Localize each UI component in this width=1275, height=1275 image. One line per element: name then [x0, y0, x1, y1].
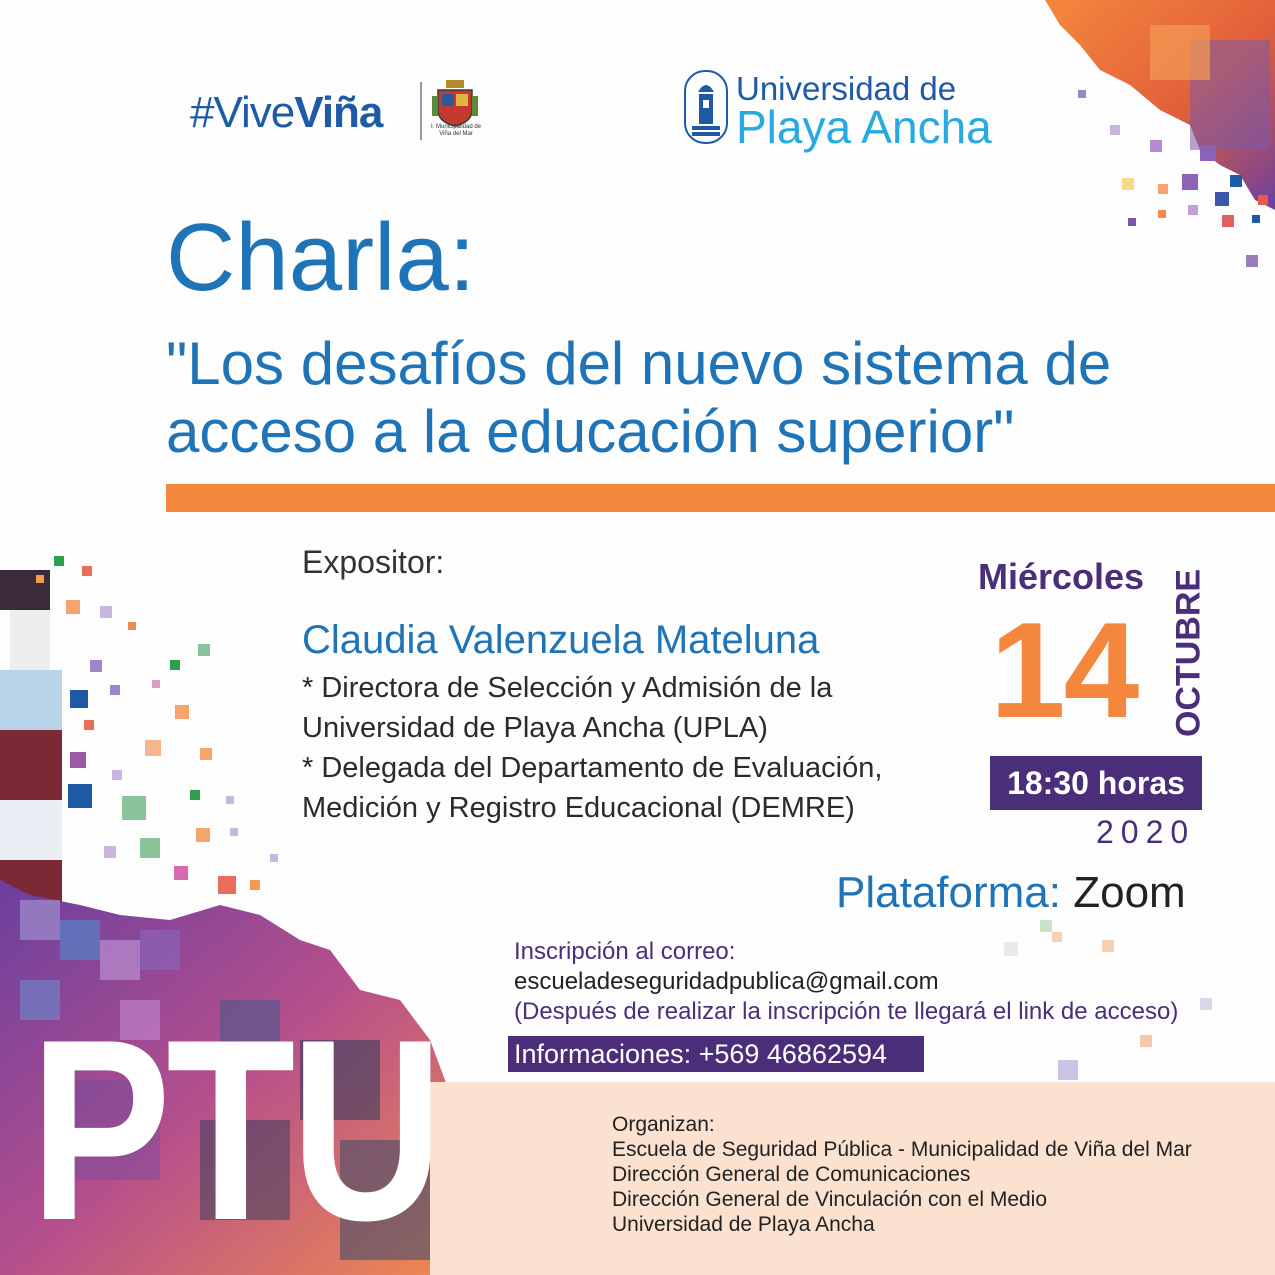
event-time: 18:30 horas: [990, 756, 1202, 810]
speaker-role-line: * Delegada del Departamento de Evaluación,: [302, 752, 883, 784]
speaker-role-line: Universidad de Playa Ancha (UPLA): [302, 712, 768, 744]
organizer-item: Universidad de Playa Ancha: [612, 1213, 875, 1236]
subtitle-line: acceso a la educación superior": [166, 398, 1015, 465]
registration-label: Inscripción al correo:: [514, 938, 736, 965]
hashtag-prefix: #Vive: [190, 88, 295, 137]
organizer-item: Dirección General de Comunicaciones: [612, 1163, 971, 1186]
speaker-role-line: Medición y Registro Educacional (DEMRE): [302, 792, 855, 824]
event-weekday: Miércoles: [978, 556, 1145, 597]
speaker-roles: [302, 668, 882, 828]
logo-divider: [420, 82, 422, 140]
organizer-item: Dirección General de Vinculación con el Medio: [612, 1188, 1048, 1211]
registration-note: (Después de realizar la inscripción te llegará el link de acceso): [514, 998, 1179, 1025]
event-platform: [836, 868, 1186, 918]
event-year: 2020: [1096, 814, 1196, 850]
vive-vina-logo: [190, 88, 382, 138]
title-underline-bar: [166, 484, 1275, 512]
ptu-wordmark: PTU: [30, 985, 439, 1274]
event-day: 14: [990, 594, 1138, 746]
talk-subtitle: [166, 330, 1111, 466]
speaker-name: Claudia Valenzuela Mateluna: [302, 618, 820, 662]
municipality-caption: I. Municipalidad de Viña del Mar: [430, 124, 482, 137]
platform-label: Plataforma:: [836, 868, 1061, 917]
event-month-text: OCTUBRE: [1169, 568, 1208, 738]
university-name-line2: Playa Ancha: [736, 101, 992, 153]
speaker-role-line: * Directora de Selección y Admisión de la: [302, 672, 833, 704]
organizers-label: Organizan:: [612, 1113, 715, 1136]
title-charla: Charla:: [166, 204, 476, 311]
subtitle-line: "Los desafíos del nuevo sistema de: [166, 330, 1112, 397]
speaker-label: Expositor:: [302, 544, 445, 580]
top-right-collage: [1040, 0, 1275, 280]
university-name-line1: Universidad de: [736, 70, 957, 107]
registration-email[interactable]: escueladeseguridadpublica@gmail.com: [514, 968, 939, 995]
upla-lighthouse-icon: [684, 70, 728, 144]
event-month: [1170, 560, 1208, 746]
hashtag-bold: Viña: [294, 88, 383, 137]
info-phone: Informaciones: +569 46862594: [508, 1036, 924, 1072]
organizer-item: Escuela de Seguridad Pública - Municipalidad de Viña del Mar: [612, 1138, 1192, 1161]
organizers: [612, 1112, 1192, 1237]
platform-value: Zoom: [1073, 868, 1186, 917]
